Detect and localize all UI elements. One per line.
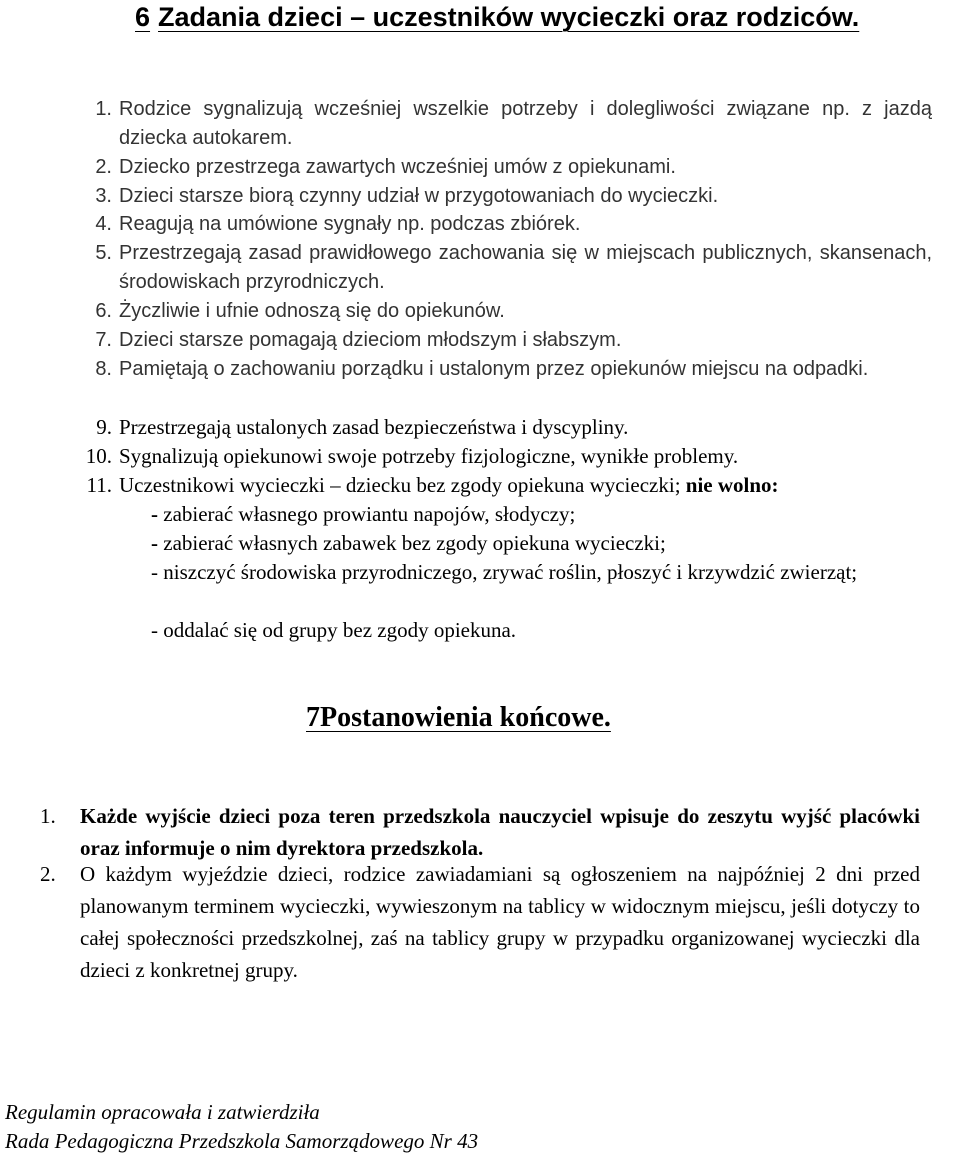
list-item — [80, 442, 932, 471]
list-item-text: O każdym wyjeździe dzieci, rodzice zawiadamiani są ogłoszeniem na najpóźniej 2 dni przed planowanym terminem wycieczki, wywieszonym na tablicy w widocznym miejscu, jeśli dotyczy to całej społeczności przedszkolnej, zaś na tablicy grupy w przypadku organizowanej wycieczki dla dzieci z konkretnej grupy. — [80, 862, 920, 982]
list-item-number: 3. — [95, 185, 112, 207]
section-7-title: Postanowienia końcowe. — [320, 702, 611, 733]
sub-list-item — [151, 616, 931, 645]
final-list-item — [40, 858, 920, 986]
list-item-number: 2. — [95, 156, 112, 178]
list-item-text: Każde wyjście dzieci poza teren przedszkola nauczyciel wpisuje do zeszytu wyjść placówki oraz informuje o nim dyrektora przedszkola. — [80, 804, 920, 860]
list-item-number: 7. — [95, 329, 112, 351]
section-7-number: 7 — [306, 702, 320, 733]
list-item-number: 11. — [86, 473, 112, 497]
sub-item-text: niszczyć środowiska przyrodniczego, zrywać roślin, płoszyć i krzywdzić zwierząt; — [163, 560, 858, 584]
sub-item-dash: - — [151, 618, 158, 642]
list-item-text: Dzieci starsze biorą czynny udział w przygotowaniach do wycieczki. — [119, 185, 719, 207]
list-item-number: 6. — [95, 300, 112, 322]
list-item — [80, 153, 932, 182]
list-item — [80, 95, 932, 153]
list-item-text: Dziecko przestrzega zawartych wcześniej umów z opiekunami. — [119, 156, 676, 178]
list-item — [80, 239, 932, 297]
list-item-text: Pamiętają o zachowaniu porządku i ustalonym przez opiekunów miejscu na odpadki. — [119, 358, 869, 380]
item-11-emphasis: nie wolno: — [685, 473, 779, 497]
list-item-text: Reagują na umówione sygnały np. podczas zbiórek. — [119, 213, 581, 235]
list-item-number: 8. — [95, 358, 112, 380]
sub-list-item — [151, 500, 931, 529]
sub-item-dash: - — [151, 560, 158, 584]
final-list-item — [40, 800, 920, 864]
list-item — [80, 326, 932, 355]
list-item-number: 1. — [95, 98, 112, 120]
sub-item-dash: - — [151, 502, 158, 526]
list-item-text — [119, 471, 932, 500]
section-7-heading — [306, 702, 611, 734]
list-item-number: 2. — [40, 862, 56, 886]
list-item-number: 1. — [40, 804, 56, 828]
list-item — [80, 182, 932, 211]
list-item-text: Sygnalizują opiekunowi swoje potrzeby fizjologiczne, wynikłe problemy. — [119, 444, 739, 468]
list-item — [80, 210, 932, 239]
sub-item-text: oddalać się od grupy bez zgody opiekuna. — [163, 618, 517, 642]
sub-item-text: zabierać własnego prowiantu napojów, słodyczy; — [163, 502, 576, 526]
item-11-text: Uczestnikowi wycieczki – dziecku bez zgody opiekuna wycieczki; — [119, 473, 681, 497]
list-item-text: Przestrzegają zasad prawidłowego zachowania się w miejscach publicznych, skansenach, środowiskach przyrodniczych. — [119, 242, 932, 293]
footer-line-2: Rada Pedagogiczna Przedszkola Samorządowego Nr 43 — [5, 1129, 479, 1153]
section-6-heading — [135, 1, 859, 33]
section-6-title: Zadania dzieci – uczestników wycieczki oraz rodziców. — [158, 2, 860, 32]
list-item-text: Życzliwie i ufnie odnoszą się do opiekunów. — [119, 300, 505, 322]
sub-list-item — [151, 529, 931, 558]
list-item — [80, 297, 932, 326]
sub-list-item — [151, 558, 931, 587]
list-item-number: 10. — [85, 444, 112, 468]
list-item-number: 5. — [95, 242, 112, 264]
list-item-text: Przestrzegają ustalonych zasad bezpieczeństwa i dyscypliny. — [119, 415, 629, 439]
sub-item-dash: - — [151, 531, 158, 555]
list-item-text: Rodzice sygnalizują wcześniej wszelkie potrzeby i dolegliwości związane np. z jazdą dziecka autokarem. — [119, 98, 932, 149]
list-item-number: 9. — [96, 415, 112, 439]
sub-item-text: zabierać własnych zabawek bez zgody opiekuna wycieczki; — [163, 531, 666, 555]
section-6-number: 6 — [135, 2, 151, 32]
list-item-text: Dzieci starsze pomagają dzieciom młodszym i słabszym. — [119, 329, 622, 351]
footer-line-1: Regulamin opracowała i zatwierdziła — [5, 1100, 320, 1124]
list-item — [80, 413, 932, 442]
list-item-11 — [80, 471, 932, 500]
list-item — [80, 355, 932, 384]
list-item-number: 4. — [95, 213, 112, 235]
